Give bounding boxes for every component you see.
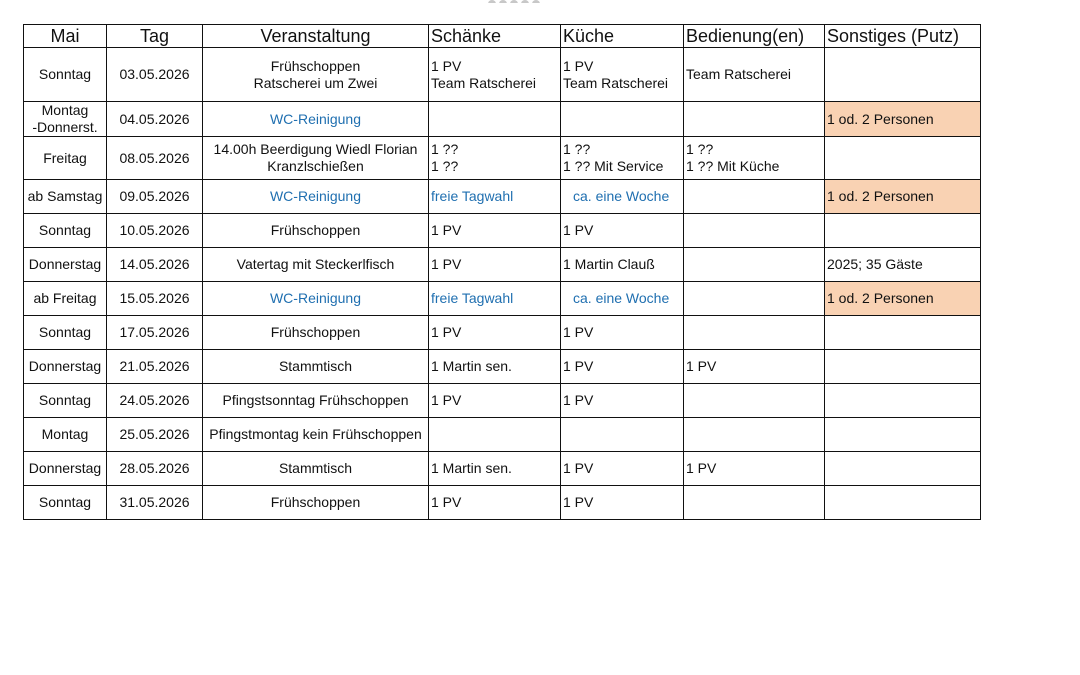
cell-other [825, 180, 981, 214]
header-other: Sonstiges (Putz) [825, 25, 981, 48]
cell-kitchen [561, 452, 684, 486]
cell-other [825, 48, 981, 102]
cell-event [203, 248, 429, 282]
cell-text-line: 1 ?? [686, 141, 714, 157]
cell-weekday [24, 418, 107, 452]
cell-service [684, 180, 825, 214]
cell-text-line: 1 PV [563, 392, 594, 408]
cell-text-line: 1 od. 2 Personen [827, 290, 934, 306]
cell-text-line: WC-Reinigung [269, 110, 362, 127]
header-row [24, 25, 981, 48]
cell-weekday [24, 137, 107, 180]
header-bar: Schänke [429, 25, 561, 48]
cell-date: 09.05.2026 [107, 180, 203, 214]
cell-text-line: Donnerstag [28, 460, 102, 476]
cell-text-line: 1 ?? [431, 158, 459, 174]
cell-text-line: Frühschoppen [270, 494, 361, 510]
cell-event [203, 316, 429, 350]
cell-text-line: Frühschoppen [270, 324, 361, 340]
cell-other [825, 214, 981, 248]
cell-other [825, 282, 981, 316]
cell-text-line: 1 PV [686, 460, 717, 476]
cell-other [825, 384, 981, 418]
header-event: Veranstaltung [203, 25, 429, 48]
cell-event [203, 350, 429, 384]
cell-text-line: 2025; 35 Gäste [827, 256, 923, 272]
cell-text-line: Team Ratscherei [686, 66, 792, 82]
cell-text-line: WC-Reinigung [269, 290, 362, 306]
cell-bar [429, 316, 561, 350]
cell-text-line: ab Freitag [33, 290, 97, 306]
cell-date: 04.05.2026 [107, 102, 203, 137]
cell-text-line: 1 Martin sen. [431, 358, 512, 374]
cell-date: 24.05.2026 [107, 384, 203, 418]
cell-text-line: WC-Reinigung [269, 188, 362, 204]
header-date: Tag [107, 25, 203, 48]
cell-kitchen [561, 486, 684, 520]
cell-text-line: 1 PV [431, 256, 462, 272]
cell-text-line: Team Ratscherei [431, 74, 537, 91]
cell-kitchen [561, 180, 684, 214]
cell-text-line: Kranzlschießen [267, 158, 364, 174]
cell-weekday [24, 214, 107, 248]
table-row [24, 180, 981, 214]
cell-kitchen [561, 384, 684, 418]
cell-service [684, 350, 825, 384]
cell-service [684, 48, 825, 102]
cell-bar [429, 248, 561, 282]
cell-date: 15.05.2026 [107, 282, 203, 316]
cell-text-line: Montag [41, 102, 89, 118]
cell-text-line: 1 PV [563, 494, 594, 510]
cell-event [203, 282, 429, 316]
cell-text-line: Team Ratscherei [563, 74, 669, 91]
table-row [24, 452, 981, 486]
header-service: Bedienung(en) [684, 25, 825, 48]
cell-bar [429, 214, 561, 248]
cell-weekday [24, 180, 107, 214]
cell-text-line: 14.00h Beerdigung Wiedl Florian [213, 141, 418, 157]
cell-bar [429, 418, 561, 452]
cell-event [203, 384, 429, 418]
cell-kitchen [561, 48, 684, 102]
cell-text-line: Ratscherei um Zwei [253, 74, 378, 91]
cell-event [203, 180, 429, 214]
cell-weekday [24, 486, 107, 520]
cell-text-line: Frühschoppen [270, 222, 361, 238]
table-row [24, 350, 981, 384]
table-row [24, 214, 981, 248]
cell-service [684, 102, 825, 137]
cell-event [203, 137, 429, 180]
cell-text-line: 1 PV [563, 358, 594, 374]
cell-bar [429, 102, 561, 137]
cell-kitchen [561, 102, 684, 137]
cell-text-line: Stammtisch [278, 358, 353, 374]
cell-bar [429, 486, 561, 520]
cell-weekday [24, 316, 107, 350]
cell-date: 17.05.2026 [107, 316, 203, 350]
cell-other [825, 102, 981, 137]
cell-weekday [24, 102, 107, 137]
cell-text-line: freie Tagwahl [431, 188, 514, 204]
cell-text-line: 1 PV [431, 222, 462, 238]
cell-text-line: 1 Martin Clauß [563, 256, 655, 272]
cell-date: 08.05.2026 [107, 137, 203, 180]
cell-service [684, 137, 825, 180]
cell-date: 03.05.2026 [107, 48, 203, 102]
header-kitchen: Küche [561, 25, 684, 48]
cell-kitchen [561, 418, 684, 452]
cell-text-line: 1 PV [563, 324, 594, 340]
table-row [24, 282, 981, 316]
cell-text-line: Frühschoppen [270, 57, 361, 74]
cell-event [203, 102, 429, 137]
table-row [24, 102, 981, 137]
cell-text-line: freie Tagwahl [431, 290, 514, 306]
cell-kitchen [561, 137, 684, 180]
cell-date: 31.05.2026 [107, 486, 203, 520]
cell-kitchen [561, 282, 684, 316]
cell-text-line: Sonntag [38, 494, 92, 510]
cell-service [684, 214, 825, 248]
cell-text-line: 1 ?? [431, 141, 459, 157]
cell-date: 21.05.2026 [107, 350, 203, 384]
cell-other [825, 248, 981, 282]
cell-service [684, 418, 825, 452]
cell-text-line: 1 ?? Mit Küche [686, 158, 780, 174]
cell-other [825, 418, 981, 452]
cell-kitchen [561, 214, 684, 248]
cell-text-line: Freitag [43, 149, 87, 166]
cell-other [825, 137, 981, 180]
cell-service [684, 282, 825, 316]
cell-date: 14.05.2026 [107, 248, 203, 282]
cell-text-line: ab Samstag [27, 188, 103, 204]
cell-bar [429, 137, 561, 180]
cell-text-line: Stammtisch [278, 460, 353, 476]
cell-text-line: 1 od. 2 Personen [827, 110, 934, 127]
cell-service [684, 316, 825, 350]
cell-text-line: 1 PV [431, 392, 462, 408]
cell-other [825, 350, 981, 384]
cell-text-line: 1 PV [563, 57, 594, 74]
cell-kitchen [561, 316, 684, 350]
cell-text-line: 1 od. 2 Personen [827, 188, 934, 204]
cell-text-line: Sonntag [38, 222, 92, 238]
cell-weekday [24, 350, 107, 384]
cell-text-line: 1 PV [431, 57, 462, 74]
cell-date: 10.05.2026 [107, 214, 203, 248]
cell-weekday [24, 384, 107, 418]
table-row [24, 486, 981, 520]
cell-text-line: 1 PV [563, 222, 594, 238]
cell-weekday [24, 452, 107, 486]
cell-date: 28.05.2026 [107, 452, 203, 486]
cell-bar [429, 282, 561, 316]
cell-event [203, 418, 429, 452]
cell-text-line: -Donnerst. [32, 119, 98, 135]
cell-weekday [24, 282, 107, 316]
cell-text-line: Sonntag [38, 66, 92, 82]
cell-text-line: 1 PV [431, 494, 462, 510]
cell-text-line: 1 ?? Mit Service [563, 158, 664, 174]
table-row [24, 137, 981, 180]
event-schedule-table [23, 24, 981, 520]
cell-bar [429, 350, 561, 384]
table-row [24, 418, 981, 452]
schedule-body [24, 48, 981, 520]
cell-text-line: Montag [41, 426, 89, 442]
cell-bar [429, 384, 561, 418]
cell-event [203, 452, 429, 486]
cell-event [203, 486, 429, 520]
cell-kitchen [561, 248, 684, 282]
table-row [24, 316, 981, 350]
cell-weekday [24, 248, 107, 282]
cell-text-line: Pfingstmontag kein Frühschoppen [209, 426, 422, 442]
cell-text-line: Pfingstsonntag Frühschoppen [222, 392, 409, 408]
cell-text-line: 1 PV [563, 460, 594, 476]
cell-service [684, 452, 825, 486]
cell-text-line: ca. eine Woche [573, 290, 670, 306]
cell-service [684, 248, 825, 282]
cell-kitchen [561, 350, 684, 384]
table-row [24, 384, 981, 418]
cell-weekday [24, 48, 107, 102]
cell-other [825, 452, 981, 486]
cell-text-line: 1 PV [431, 324, 462, 340]
cell-event [203, 48, 429, 102]
cell-text-line: 1 ?? [563, 141, 591, 157]
table-row [24, 248, 981, 282]
cell-text-line: 1 PV [686, 358, 717, 374]
cell-bar [429, 180, 561, 214]
cell-service [684, 486, 825, 520]
cell-date: 25.05.2026 [107, 418, 203, 452]
cell-bar [429, 48, 561, 102]
cell-service [684, 384, 825, 418]
cell-other [825, 316, 981, 350]
cell-text-line: 1 Martin sen. [431, 460, 512, 476]
cropped-header-mark [488, 0, 558, 3]
cell-event [203, 214, 429, 248]
table-row [24, 48, 981, 102]
cell-text-line: ca. eine Woche [573, 188, 670, 204]
cell-text-line: Sonntag [38, 392, 92, 408]
cell-text-line: Donnerstag [28, 358, 102, 374]
cell-text-line: Vatertag mit Steckerlfisch [236, 256, 395, 272]
cell-bar [429, 452, 561, 486]
header-month: Mai [24, 25, 107, 48]
cell-text-line: Donnerstag [28, 256, 102, 272]
cell-text-line: Sonntag [38, 324, 92, 340]
cell-other [825, 486, 981, 520]
